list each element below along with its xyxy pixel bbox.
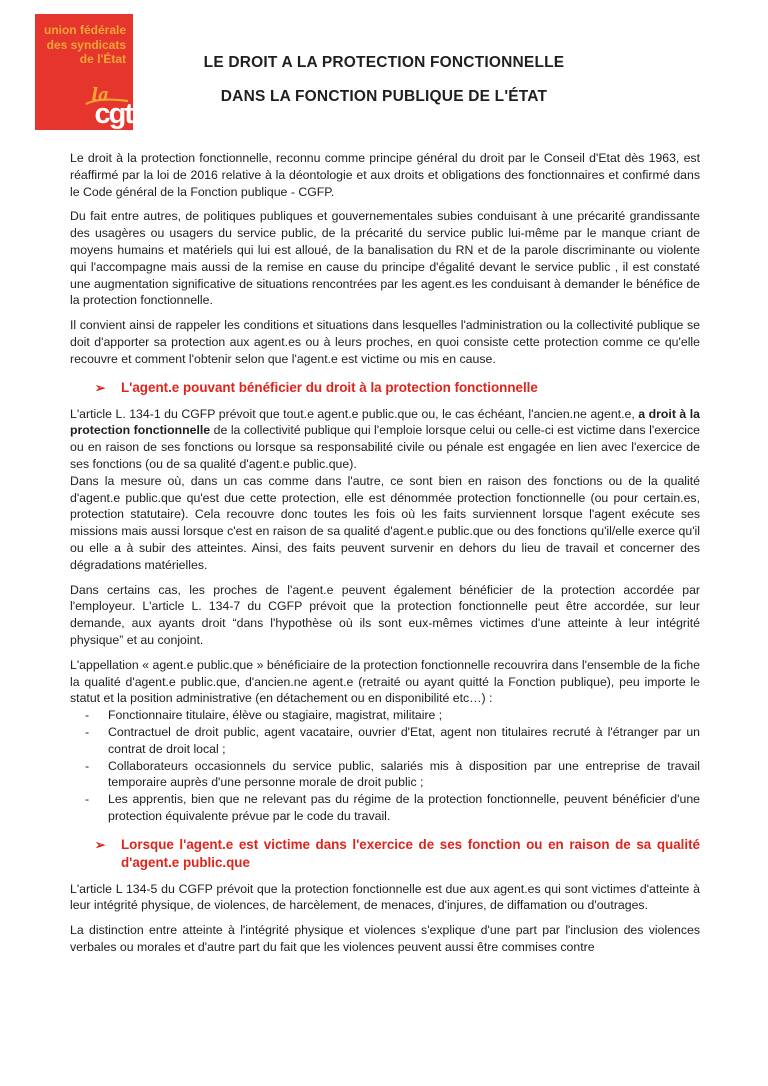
list-item-text: Contractuel de droit public, agent vacataire, ouvrier d'Etat, agent non titulaires recruté à l'étranger par un contrat de droit local ; [108, 724, 700, 756]
logo-org-line: union fédérale [43, 23, 126, 37]
list-item [70, 758, 700, 792]
paragraph-article-134-1 [70, 406, 700, 473]
section-heading-text: Lorsque l'agent.e est victime dans l'exercice de ses fonction ou en raison de sa qualité d'agent.e public.que [121, 836, 700, 870]
paragraph-intro-principle: Le droit à la protection fonctionnelle, reconnu comme principe général du droit par le Conseil d'Etat dès 1963, est réaffirmé par la loi de 2016 relative à la déontologie et aux droits et obligations des fonctionnaires et confirmé dans le Code général de la Fonction publique - CGFP. [70, 151, 700, 199]
list-item-text: Fonctionnaire titulaire, élève ou stagiaire, magistrat, militaire ; [108, 708, 443, 723]
article-134-1-bold-right: a droit à la protection fonctionnelle [70, 406, 700, 438]
logo-org-line: des syndicats [46, 37, 126, 52]
list-item [70, 791, 700, 825]
dash-marker: - [85, 708, 90, 723]
dash-marker: - [85, 792, 90, 807]
dash-marker: - [85, 724, 90, 739]
article-134-1-pre: L'article L. 134-1 du CGFP prévoit que tout.e agent.e public.que ou, le cas échéant, l'ancien.ne agent.e, [70, 406, 639, 421]
paragraph-protection-scope: Dans la mesure où, dans un cas comme dans l'autre, ce sont bien en raison des fonctions ou de la qualité d'agent.e public.que qu'est due cette protection, elle est dénommée protection fonctionnelle (ou pour certain.es, protection statutaire). Cela recouvre donc toutes les fois où les faits surviennent lorsque l'agent exécute ses missions mais aussi lorsque c'est en raison de sa qualité d'agent.e public.que ou des fonctions qu'il/elle exerce qu'il ou elle a à subir des atteintes. Ainsi, des faits peuvent survenir en dehors du lieu de travail et concerner des dégradations matérielles. [70, 473, 700, 572]
document-body [70, 150, 700, 956]
paragraph-distinction: La distinction entre atteinte à l'intégrité physique et violences s'explique d'une part par l'inclusion des violences verbales ou morales et d'autre part du fait que les violences peuvent aussi être commises contre [70, 923, 700, 955]
paragraph-context: Du fait entre autres, de politiques publiques et gouvernementales subies conduisant à une précarité grandissante des usagères ou usagers du service public, de la précarité du service public lui-même par le manque criant de moyens humains et matériels qui lui est alloué, de la banalisation du RN et de la parole discriminante ou violente qui l'accompagne mais aussi de la remise en cause du principe d'égalité devant le service public , il est constaté une augmentation significative de situations rencontrées par les agent.es les conduisant à demander le bénéfice de la protection fonctionnelle. [70, 209, 700, 308]
logo-la-script: la [91, 85, 109, 105]
arrowhead-bullet-icon: ➢ [95, 837, 106, 852]
title-line-1: LE DROIT A LA PROTECTION FONCTIONNELLE [203, 54, 565, 71]
list-item-text: Collaborateurs occasionnels du service public, salariés mis à disposition par une entreprise de travail temporaire auprès d'une personne morale de droit public ; [108, 758, 700, 790]
paragraph-relatives: Dans certains cas, les proches de l'agent.e peuvent également bénéficier de la protection accordée par l'employeur. L'article L. 134-7 du CGFP prévoit que la protection fonctionnelle peut être accordée, sur leur demande, aux ayants droit “dans l'hypothèse où ils sont eux-mêmes victimes d'une atteinte à leur intégrité physique” et au conjoint. [70, 582, 700, 647]
logo-org-name [35, 14, 133, 67]
arrowhead-bullet-icon: ➢ [95, 380, 106, 395]
paragraph-article-134-5: L'article L 134-5 du CGFP prévoit que la protection fonctionnelle est due aux agent.es qui sont victimes d'atteinte à leur intégrité physique, de violences, de harcèlement, de menaces, d'injures, de diffamation ou d'outrages. [70, 881, 700, 913]
paragraph-purpose: Il convient ainsi de rappeler les conditions et situations dans lesquelles l'administration ou la collectivité publique se doit d'apporter sa protection aux agent.es ou à leurs proches, en quoi consiste cette protection comme ce qu'elle recouvre et comment l'obtenir selon que l'agent.e est victime ou mis en cause. [70, 318, 700, 366]
list-item-text: Les apprentis, bien que ne relevant pas du régime de la protection fonctionnelle, peuvent bénéficier d'une protection équivalente prévue par le code du travail. [108, 792, 700, 823]
logo-cgt-text: cgt [94, 98, 132, 130]
paragraph-appellation: L'appellation « agent.e public.que » bénéficiaire de la protection fonctionnelle recouvrira dans l'ensemble de la fiche la qualité d'agent.e public.que, d'ancien.ne agent.e (retraité ou ayant quitté la Fonction publique), peu importe le statut et la position administrative (en détachement ou en disponibilité etc…) : [70, 657, 700, 706]
beneficiaries-list [70, 707, 700, 825]
list-item [70, 707, 700, 724]
section-heading-victim [70, 836, 700, 872]
logo-cgt-wordmark [94, 98, 133, 130]
title-line-2: DANS LA FONCTION PUBLIQUE DE L'ÉTAT [220, 88, 548, 105]
section-heading-beneficiaries [70, 379, 700, 397]
dash-marker: - [85, 758, 90, 773]
logo-org-line: de l'État [79, 52, 126, 66]
section-heading-text: L'agent.e pouvant bénéficier du droit à la protection fonctionnelle [121, 379, 538, 395]
article-134-1-post: de la collectivité publique qui l'emploie lorsque celui ou celle-ci est victime dans l'exercice ou en raison de ses fonctions ou lorsque sa responsabilité civile ou pénale est engagée en lien avec l'exercice de ses fonctions (ou de sa qualité d'agent.e public.que). [70, 423, 700, 471]
list-item [70, 724, 700, 758]
cgt-logo [35, 14, 133, 130]
